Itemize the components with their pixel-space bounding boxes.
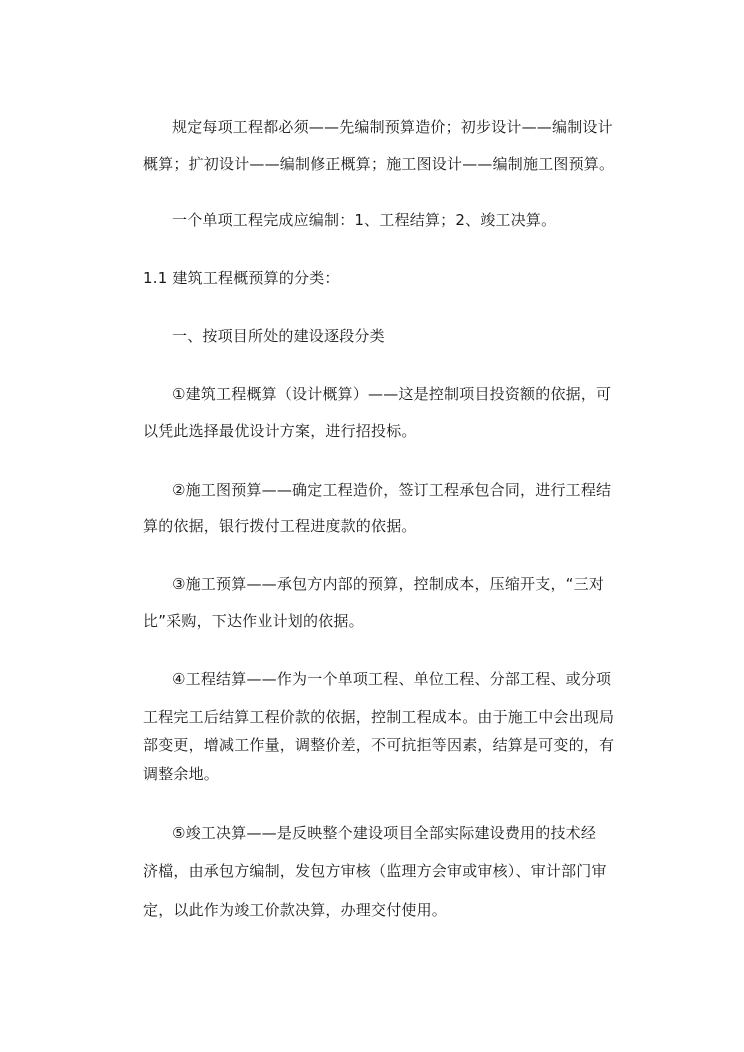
subheading: 一、按项目所处的建设逐段分类 (172, 327, 385, 345)
item-3-line-1: ③施工预算——承包方内部的预算，控制成本，压缩开支，“三对 (172, 575, 605, 593)
item-4-line-4: 调整余地。 (143, 765, 220, 783)
item-5-line-2: 济檔，由承包方编制，发包方审核（监理方会审或审核）、审计部门审 (143, 862, 607, 880)
paragraph-1-line-1: 规定每项工程都必须——先编制预算造价；初步设计——编制设计 (172, 118, 613, 136)
item-1-line-2: 以凭此选择最优设计方案，进行招投标。 (143, 422, 417, 440)
item-5-line-3: 定，以此作为竣工价款决算，办理交付使用。 (143, 901, 448, 919)
item-4-line-2: 工程完工后结算工程价款的依据，控制工程成本。由于施工中会出现局 (143, 708, 615, 726)
item-4-line-1: ④工程结算——作为一个单项工程、单位工程、分部工程、或分项 (172, 670, 612, 688)
paragraph-1-line-2: 概算；扩初设计——编制修正概算；施工图设计——编制施工图预算。 (143, 155, 615, 173)
section-heading: 1.1 建筑工程概预算的分类： (143, 269, 340, 287)
item-4-line-3: 部变更，增减工作量，调整价差，不可抗拒等因素，结算是可变的，有 (143, 736, 615, 754)
item-1-line-1: ①建筑工程概算（设计概算）——这是控制项目投资额的依据，可 (172, 385, 612, 403)
item-2-line-2: 算的依据，银行拨付工程进度款的依据。 (143, 517, 417, 535)
item-3-line-2: 比”采购，下达作业计划的依据。 (143, 612, 364, 630)
item-5-line-1: ⑤竣工决算——是反映整个建设项目全部实际建设费用的技术经 (172, 824, 597, 842)
item-2-line-1: ②施工图预算——确定工程造价，签订工程承包合同，进行工程结 (172, 481, 612, 499)
paragraph-2-line-1: 一个单项工程完成应编制：1、工程结算；2、竣工决算。 (172, 211, 557, 229)
